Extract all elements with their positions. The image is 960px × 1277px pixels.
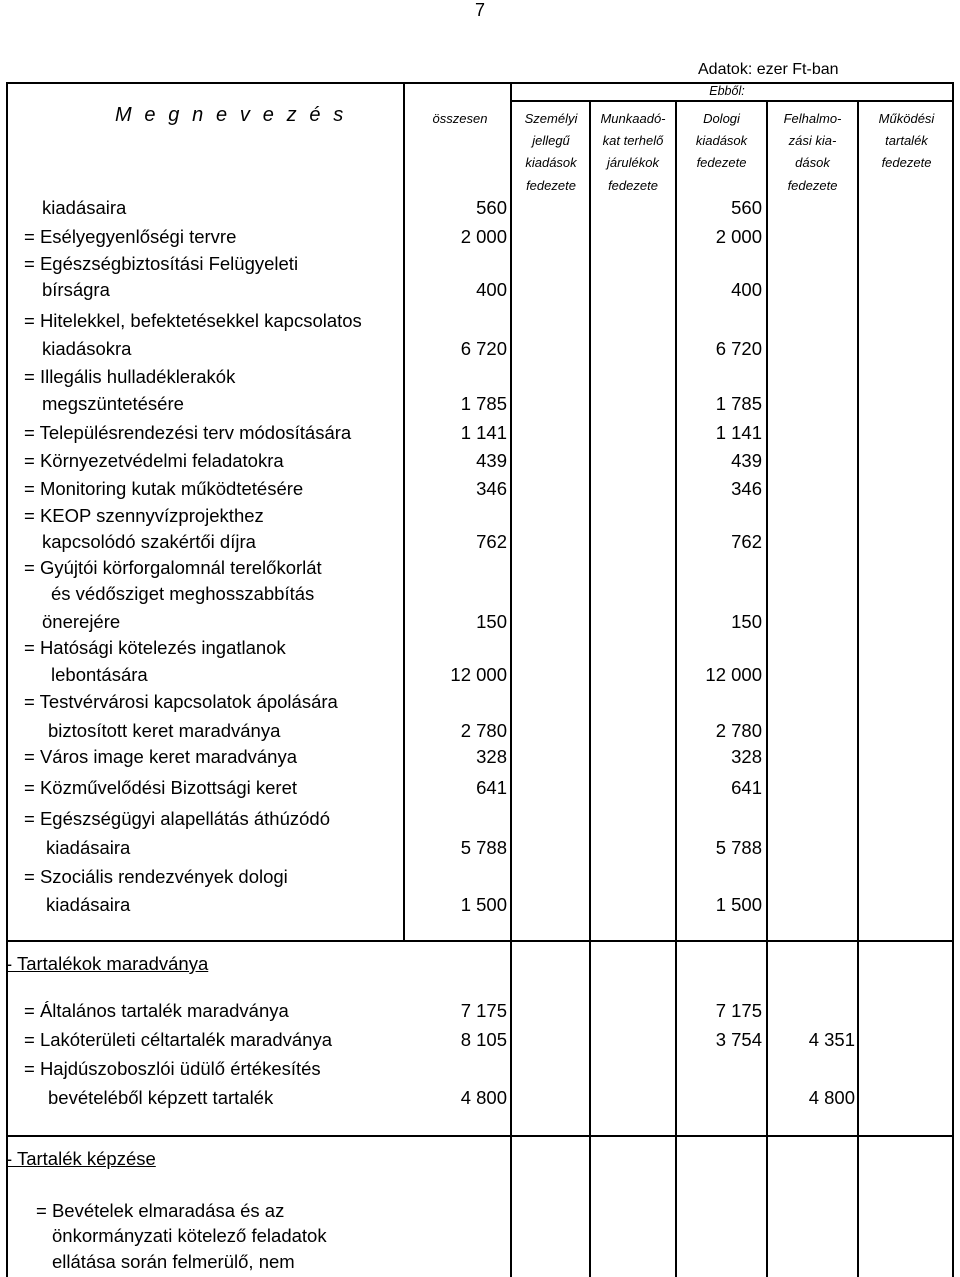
- header-col-1-line-1: Személyi: [524, 111, 578, 126]
- cell-total: 346: [476, 478, 507, 499]
- row-label: lebontására: [51, 664, 148, 685]
- row-label: = Monitoring kutak működtetésére: [24, 478, 304, 499]
- row-label: = Általános tartalék maradványa: [24, 1000, 289, 1021]
- header-col-3-line-3: fedezete: [696, 155, 747, 170]
- cell-felhalmozasi: 4 351: [808, 1029, 855, 1050]
- row-label: kiadásokra: [42, 338, 132, 359]
- page-number: 7: [474, 0, 485, 20]
- header-col-2-line-3: járulékok: [606, 155, 660, 170]
- cell-total: 5 788: [460, 837, 507, 858]
- cell-total: 400: [476, 279, 507, 300]
- header-col-1-line-4: fedezete: [526, 178, 576, 193]
- row-label: és védősziget meghosszabbítás: [51, 583, 315, 604]
- row-label: = Egészségügyi alapellátás áthúzódó: [24, 808, 330, 829]
- row-label: = Gyújtói körforgalomnál terelőkorlát: [24, 557, 322, 578]
- cell-dologi: 150: [731, 611, 762, 632]
- cell-dologi: 7 175: [715, 1000, 762, 1021]
- row-label: = Településrendezési terv módosítására: [24, 422, 352, 443]
- cell-felhalmozasi: 4 800: [808, 1087, 855, 1108]
- row-label: = KEOP szennyvízprojekthez: [24, 505, 264, 526]
- header-col-3-line-1: Dologi: [703, 111, 740, 126]
- cell-dologi: 762: [731, 531, 762, 552]
- header-total: összesen: [432, 111, 488, 126]
- ebbol-divider: [510, 100, 954, 102]
- cell-dologi: 560: [731, 197, 762, 218]
- cell-dologi: 400: [731, 279, 762, 300]
- cell-total: 328: [476, 746, 507, 767]
- header-col-4-line-1: Felhalmo-: [783, 111, 842, 126]
- header-ebbol: Ebből:: [709, 84, 745, 98]
- cell-total: 1 500: [460, 894, 507, 915]
- col-divider-szemelyi: [589, 100, 591, 1277]
- cell-dologi: 1 785: [715, 393, 762, 414]
- cell-dologi: 1 500: [715, 894, 762, 915]
- row-label: = Egészségbiztosítási Felügyeleti: [24, 253, 299, 274]
- section-divider-2: [6, 1135, 954, 1137]
- cell-total: 439: [476, 450, 507, 471]
- cell-dologi: 346: [731, 478, 762, 499]
- cell-total: 560: [476, 197, 507, 218]
- row-label: biztosított keret maradványa: [48, 720, 281, 741]
- cell-dologi: 3 754: [715, 1029, 762, 1050]
- row-label: megszüntetésére: [42, 393, 184, 414]
- row-label: kiadásaira: [46, 837, 131, 858]
- cell-total: 4 800: [460, 1087, 507, 1108]
- row-label: = Hatósági kötelezés ingatlanok: [24, 637, 286, 658]
- row-label: = Környezetvédelmi feladatokra: [24, 450, 284, 471]
- cell-total: 1 141: [460, 422, 507, 443]
- row-label: = Hajdúszoboszlói üdülő értékesítés: [24, 1058, 321, 1079]
- cell-total: 762: [476, 531, 507, 552]
- cell-dologi: 1 141: [715, 422, 762, 443]
- header-col-2-line-4: fedezete: [608, 178, 658, 193]
- header-col-4-line-2: zási kia-: [788, 133, 837, 148]
- row-label: = Testvérvárosi kapcsolatok ápolására: [24, 691, 338, 712]
- units-note: Adatok: ezer Ft-ban: [698, 61, 839, 78]
- section-title-kepzes: - Tartalék képzése: [6, 1148, 156, 1169]
- cell-total: 8 105: [460, 1029, 507, 1050]
- row-label: önkormányzati kötelező feladatok: [52, 1225, 327, 1246]
- cell-total: 2 780: [460, 720, 507, 741]
- cell-dologi: 12 000: [705, 664, 762, 685]
- row-label: önerejére: [42, 611, 121, 632]
- header-col-2-line-1: Munkaadó-: [600, 111, 666, 126]
- cell-total: 641: [476, 777, 507, 798]
- cell-total: 2 000: [460, 226, 507, 247]
- header-col-3-line-2: kiadások: [695, 133, 748, 148]
- cell-dologi: 2 780: [715, 720, 762, 741]
- row-label: bevételéből képzett tartalék: [48, 1087, 274, 1108]
- row-label: ellátása során felmerülő, nem: [52, 1251, 295, 1272]
- cell-total: 12 000: [450, 664, 507, 685]
- header-col-2-line-2: kat terhelő: [602, 133, 664, 148]
- col-divider-label: [403, 82, 405, 300]
- cell-dologi: 641: [731, 777, 762, 798]
- cell-dologi: 2 000: [715, 226, 762, 247]
- header-col-4-line-4: fedezete: [787, 178, 838, 193]
- header-col-5-line-2: tartalék: [885, 133, 928, 148]
- col-divider-munkaado: [675, 100, 677, 1277]
- row-label: = Bevételek elmaradása és az: [36, 1200, 285, 1221]
- header-col-4-line-3: dások: [795, 155, 830, 170]
- col-divider-felh: [857, 100, 859, 1277]
- row-label: = Hitelekkel, befektetésekkel kapcsolatos: [24, 310, 362, 331]
- cell-total: 1 785: [460, 393, 507, 414]
- header-col-5-line-1: Működési: [878, 111, 935, 126]
- row-label: = Közművelődési Bizottsági keret: [24, 777, 298, 798]
- row-label: = Esélyegyenlőségi tervre: [24, 226, 237, 247]
- cell-dologi: 6 720: [715, 338, 762, 359]
- header-col-5-line-3: fedezete: [881, 155, 932, 170]
- column-title: M e g n e v e z é s: [115, 104, 347, 126]
- row-label: bírságra: [42, 279, 110, 300]
- section-title-tartalekok: - Tartalékok maradványa: [6, 953, 209, 974]
- cell-total: 150: [476, 611, 507, 632]
- cell-dologi: 5 788: [715, 837, 762, 858]
- cell-dologi: 439: [731, 450, 762, 471]
- cell-dologi: 328: [731, 746, 762, 767]
- cell-total: 7 175: [460, 1000, 507, 1021]
- col-divider-total: [510, 82, 512, 1277]
- row-label: = Lakóterületi céltartalék maradványa: [24, 1029, 332, 1050]
- row-label: = Szociális rendezvények dologi: [24, 866, 288, 887]
- header-col-1-line-3: kiadások: [525, 155, 577, 170]
- row-label: kiadásaira: [42, 197, 127, 218]
- cell-total: 6 720: [460, 338, 507, 359]
- header-col-1-line-2: jellegű: [532, 133, 570, 148]
- row-label: kiadásaira: [46, 894, 131, 915]
- row-label: kapcsolódó szakértői díjra: [42, 531, 256, 552]
- section-divider-1: [6, 940, 954, 942]
- row-label: = Illegális hulladéklerakók: [24, 366, 236, 387]
- row-label: = Város image keret maradványa: [24, 746, 298, 767]
